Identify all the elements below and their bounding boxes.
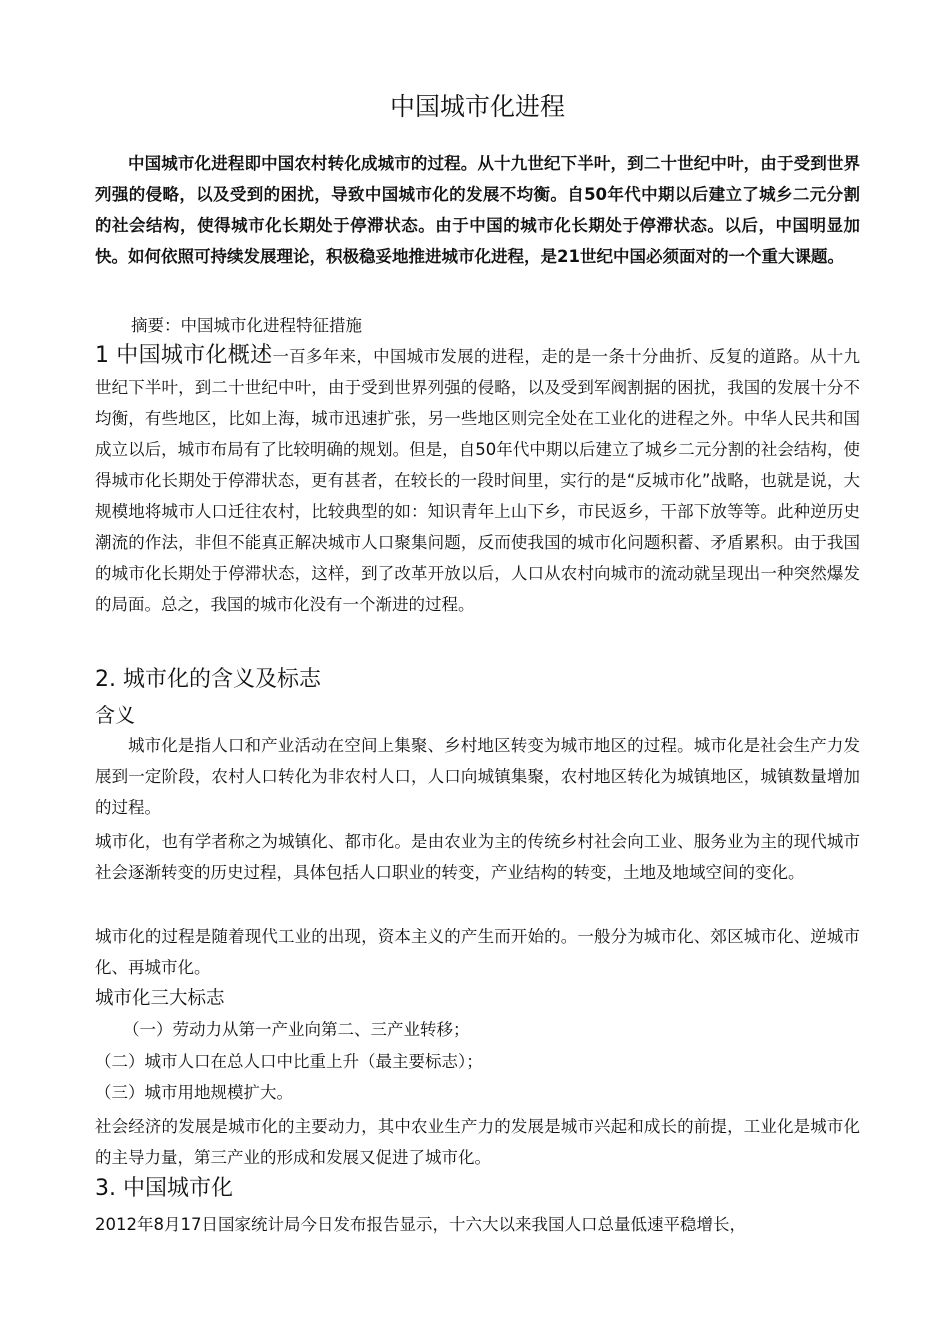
sign-item-1: （一）劳动力从第一产业向第二、三产业转移； [123,1020,470,1039]
intro-paragraph: 中国城市化进程即中国农村转化成城市的过程。从十九世纪下半叶，到二十世纪中叶，由于受到世界列强的侵略，以及受到的困扰，导致中国城市化的发展不均衡。自50年代中期以后建立了城乡二元分割的社会结构，使得城市化长期处于停滞状态。由于中国的城市化长期处于停滞状态。以后，中国明显加快。如何依照可持续发展理论，积极稳妥地推进城市化进程，是21世纪中国必须面对的一个重大课题。 [95,154,860,266]
sign-item-2: （二）城市人口在总人口中比重上升（最主要标志）； [95,1052,483,1071]
abstract-line: 摘要：中国城市化进程特征措施 [131,316,362,335]
section1-heading: 1 中国城市化概述 [95,343,273,368]
section1-paragraph [95,340,860,620]
meaning-paragraph-1: 城市化是指人口和产业活动在空间上集聚、乡村地区转变为城市地区的过程。城市化是社会生产力发展到一定阶段，农村人口转化为非农村人口，人口向城镇集聚，农村地区转化为城镇地区，城镇数量增加的过程。 [95,736,860,817]
section3-heading: 3. 中国城市化 [95,1176,233,1201]
signs-subheading: 城市化三大标志 [95,988,225,1009]
section3-paragraph: 2012年8月17日国家统计局今日发布报告显示，十六大以来我国人口总量低速平稳增长， [95,1215,746,1234]
meaning-paragraph-3: 城市化的过程是随着现代工业的出现，资本主义的产生而开始的。一般分为城市化、郊区城市化、逆城市化、再城市化。 [95,927,860,977]
section1-text: 一百多年来，中国城市发展的进程，走的是一条十分曲折、反复的道路。从十九世纪下半叶，到二十世纪中叶，由于受到世界列强的侵略，以及受到军阀割据的困扰，我国的发展十分不均衡，有些地区，比如上海，城市迅速扩张，另一些地区则完全处在工业化的进程之外。中华人民共和国成立以后，城市布局有了比较明确的规划。但是，自50年代中期以后建立了城乡二元分割的社会结构，使得城市化长期处于停滞状态，更有甚者，在较长的一段时间里，实行的是“反城市化”战略，也就是说，大规模地将城市人口迁往农村，比较典型的如：知识青年上山下乡，市民返乡，干部下放等等。此种逆历史潮流的作法，非但不能真正解决城市人口聚集问题，反而使我国的城市化问题积蓄、矛盾累积。由于我国的城市化长期处于停滞状态，这样，到了改革开放以后，人口从农村向城市的流动就呈现出一种突然爆发的局面。总之，我国的城市化没有一个渐进的过程。 [95,347,860,614]
meaning-subheading: 含义 [95,703,135,727]
meaning-paragraph-2: 城市化，也有学者称之为城镇化、都市化。是由农业为主的传统乡村社会向工业、服务业为主的现代城市社会逐渐转变的历史过程，具体包括人口职业的转变，产业结构的转变，土地及地域空间的变化。 [95,832,860,882]
section2-heading: 2. 城市化的含义及标志 [95,667,321,692]
document-title: 中国城市化进程 [389,92,565,121]
sign-item-3: （三）城市用地规模扩大。 [95,1083,293,1102]
drivers-paragraph: 社会经济的发展是城市化的主要动力，其中农业生产力的发展是城市兴起和成长的前提，工业化是城市化的主导力量，第三产业的形成和发展又促进了城市化。 [95,1117,860,1167]
